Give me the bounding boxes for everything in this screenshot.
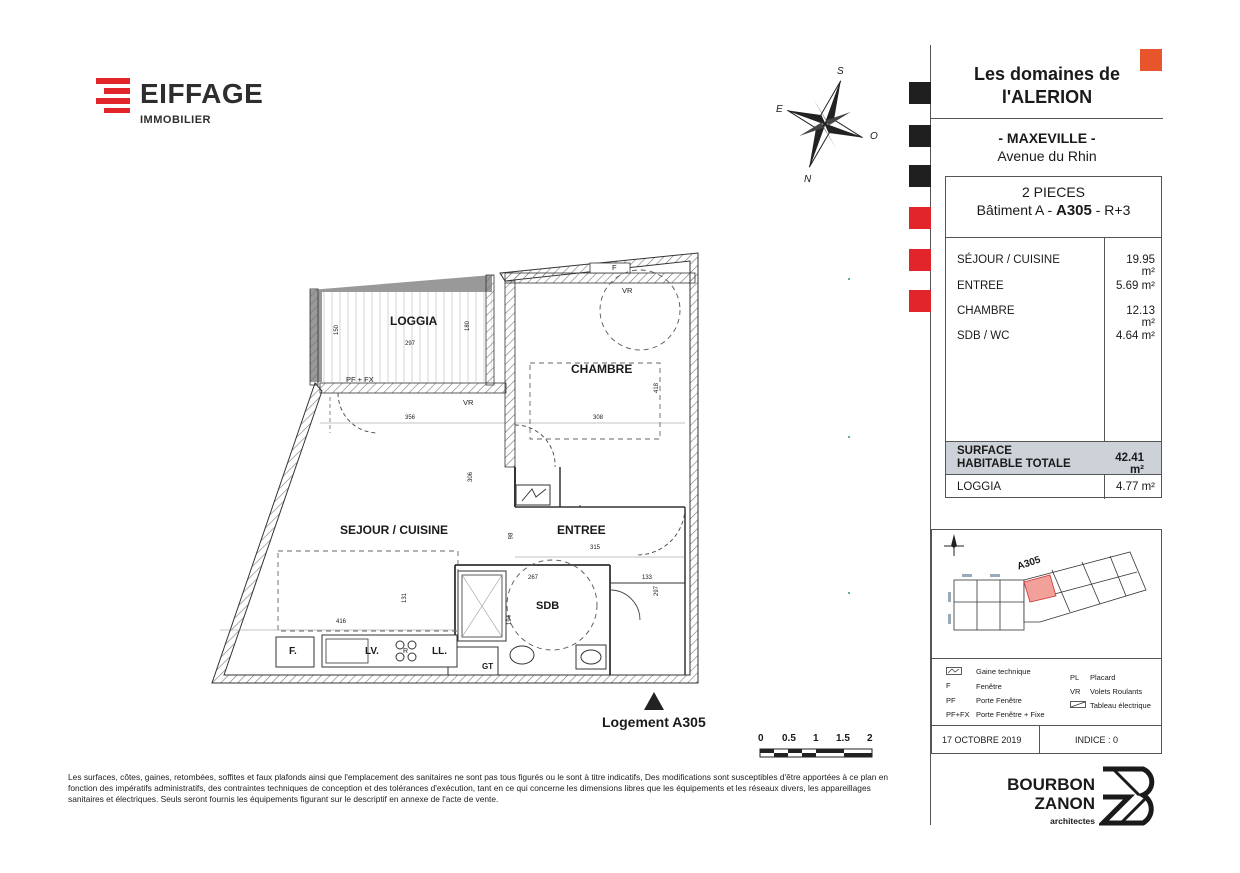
legend-f-code: F — [946, 681, 951, 690]
legend-tableau: Tableau électrique — [1090, 701, 1151, 710]
surface-label: SÉJOUR / CUISINE — [957, 254, 1060, 266]
key-plan — [931, 529, 1162, 659]
project-street: Avenue du Rhin — [997, 148, 1097, 164]
compass-west: O — [870, 131, 878, 142]
code-vr-chambre: VR — [622, 286, 633, 295]
code-gt: GT — [482, 662, 494, 671]
project-title-line1: Les domaines de — [973, 64, 1121, 84]
swatch-black-3 — [909, 165, 931, 187]
dim-315: 315 — [590, 545, 601, 551]
code-r: R — [403, 648, 409, 655]
architect-name: BOURBON ZANON — [1007, 775, 1095, 813]
eiffage-division: IMMOBILIER — [140, 114, 211, 126]
legend-pffx-code: PF+FX — [946, 710, 970, 719]
swatch-black-1 — [909, 82, 931, 104]
project-city: - MAXEVILLE - — [998, 130, 1096, 146]
surface-value: 19.95 m² — [1126, 254, 1155, 278]
logement-label: Logement A305 — [602, 714, 706, 730]
code-ll: LL. — [432, 646, 447, 657]
code-f-window: F — [612, 263, 617, 272]
surface-row — [957, 305, 1157, 329]
revision-indice: INDICE : 0 — [1075, 735, 1119, 745]
dim-297-loggia: 297 — [405, 341, 416, 347]
legend-pffx-label: Porte Fenêtre + Fixe — [976, 710, 1045, 719]
dim-297-entree: 297 — [654, 585, 661, 597]
architect-subtitle: architectes — [1050, 816, 1095, 826]
scale-tick-2: 2 — [867, 733, 873, 744]
surface-row — [957, 254, 1157, 278]
room-entree: ENTREE — [557, 523, 606, 537]
scan-dot — [848, 436, 850, 438]
room-loggia: LOGGIA — [390, 314, 438, 328]
swatch-red-2 — [909, 249, 931, 271]
loggia-label: LOGGIA — [957, 481, 1002, 493]
room-chambre: CHAMBRE — [571, 362, 633, 376]
surface-value: 5.69 m² — [1116, 280, 1155, 292]
scan-dot — [848, 592, 850, 594]
total-surface-value: 42.41 m² — [1115, 452, 1144, 476]
eiffage-logo-icon — [96, 76, 136, 114]
legend-pf-label: Porte Fenêtre — [976, 696, 1022, 705]
legend-vr-label: Volets Roulants — [1090, 687, 1143, 696]
title-block-panel — [930, 45, 1163, 825]
dim-194: 194 — [507, 614, 514, 626]
scale-tick-1: 1 — [813, 733, 819, 744]
compass-east: E — [776, 104, 783, 115]
surface-value: 12.13 m² — [1126, 305, 1155, 329]
compass-rose — [770, 62, 880, 190]
surfaces-table — [945, 176, 1162, 498]
dim-267: 267 — [528, 575, 539, 581]
dim-150: 150 — [334, 324, 341, 336]
divider — [931, 118, 1163, 119]
scale-tick-1-5: 1.5 — [836, 733, 850, 744]
eiffage-wordmark: EIFFAGE — [140, 78, 264, 109]
project-title-line2: l'ALERION — [1001, 87, 1093, 107]
legend-pl-code: PL — [1070, 673, 1080, 682]
dim-180: 180 — [465, 320, 472, 332]
scale-tick-0: 0 — [758, 733, 764, 744]
room-sejour: SEJOUR / CUISINE — [340, 523, 449, 537]
swatch-red-1 — [909, 207, 931, 229]
revision-date: 17 OCTOBRE 2019 — [942, 735, 1022, 745]
scale-tick-0-5: 0.5 — [782, 733, 796, 744]
surface-row — [957, 280, 1157, 292]
disclaimer-text: Les surfaces, côtes, gaines, retombées, soffites et faux plafonds ainsi que l'emplacement des sanitaires ne sont pas tous figurés ou le sont à titre indicatifs, Des modifications sont susceptibles d'être apportées à ce plan en fonction des impératifs administratifs, des contraintes techniques de conception et des tolérances d'exécution, tant en ce qui concerne les dimensions libres que les équipements et les réseaux divers, les appareillages sanitaires et électriques. Seuls seront fournis les équipements figurant sur le descriptif en annexe de l'acte de vente. — [68, 772, 889, 804]
dim-131: 131 — [402, 592, 409, 604]
room-sdb: SDB — [536, 600, 560, 612]
apartment-header — [946, 183, 1161, 220]
dim-356: 356 — [405, 415, 416, 421]
scale-bar — [755, 733, 885, 763]
key-plan-drawing — [932, 530, 1161, 658]
compass-icon — [770, 62, 880, 190]
apartment-type: 2 PIECES — [1021, 184, 1086, 200]
project-location — [931, 129, 1163, 165]
total-surface-row — [946, 441, 1161, 475]
floor-plan-drawing — [200, 245, 710, 695]
code-lv: LV. — [365, 646, 379, 657]
dim-416: 416 — [336, 619, 347, 625]
dim-308: 308 — [593, 415, 604, 421]
legend — [931, 659, 1162, 726]
swatch-black-2 — [909, 125, 931, 147]
code-f: F. — [289, 646, 297, 657]
legend-f-label: Fenêtre — [976, 682, 1002, 691]
apartment-lot: A305 — [1056, 202, 1092, 219]
loggia-row — [957, 481, 1157, 493]
surface-label: CHAMBRE — [957, 305, 1015, 317]
legend-pf-code: PF — [946, 696, 956, 705]
tableau-electrique-icon — [1070, 701, 1086, 708]
code-vr-loggia: VR — [463, 398, 474, 407]
dim-418: 418 — [654, 382, 661, 394]
legend-gaine: Gaine technique — [976, 667, 1031, 676]
key-plan-lot-label: A305 — [1015, 554, 1043, 573]
project-title — [931, 63, 1163, 109]
architect-monogram-icon — [1099, 765, 1161, 827]
architect-logo — [991, 765, 1166, 825]
divider — [946, 237, 1161, 238]
swatch-red-3 — [909, 290, 931, 312]
scan-dot — [848, 278, 850, 280]
compass-south: S — [837, 66, 844, 77]
floor-plan — [200, 245, 710, 695]
total-surface-label: SURFACE HABITABLE TOTALE — [957, 445, 1071, 470]
code-pffx: PF + FX — [346, 375, 374, 384]
legend-vr-code: VR — [1070, 687, 1081, 696]
scale-bar-graphic — [755, 747, 885, 761]
dim-98: 98 — [508, 532, 515, 540]
dim-133: 133 — [642, 575, 653, 581]
surface-label: SDB / WC — [957, 330, 1010, 342]
surface-label: ENTREE — [957, 280, 1004, 292]
compass-north: N — [804, 174, 812, 185]
divider — [1039, 726, 1040, 753]
eiffage-logo — [96, 74, 286, 134]
apartment-batiment: Bâtiment A - A305 - R+3 — [976, 202, 1131, 219]
revision-row — [931, 726, 1162, 754]
loggia-value: 4.77 m² — [1116, 481, 1155, 493]
dim-306: 306 — [468, 471, 475, 483]
surface-row — [957, 330, 1157, 342]
gaine-technique-icon — [946, 667, 962, 675]
legend-pl-label: Placard — [1090, 673, 1116, 682]
surface-value: 4.64 m² — [1116, 330, 1155, 342]
entrance-arrow-icon — [644, 692, 664, 710]
